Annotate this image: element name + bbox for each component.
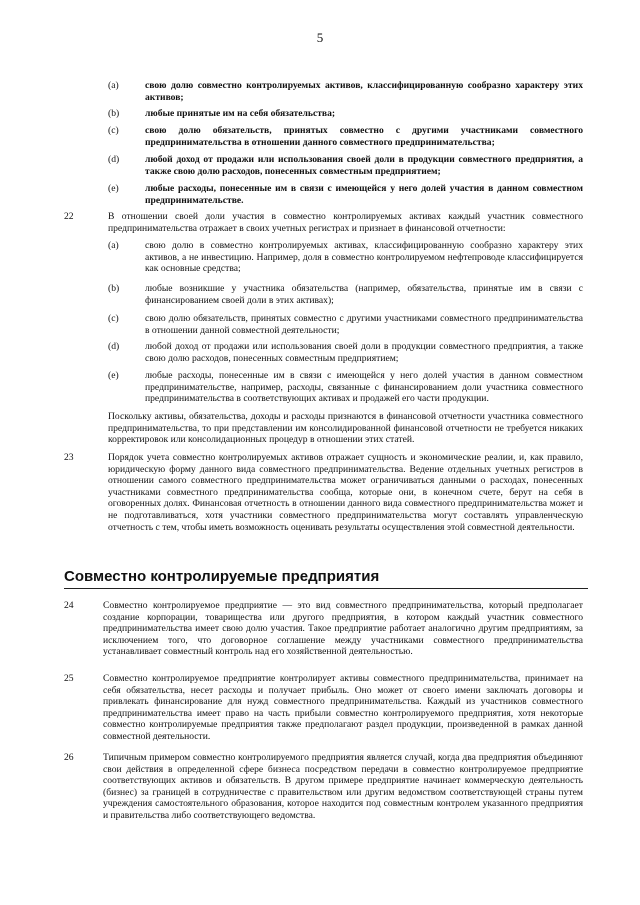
list-item-text: любые расходы, понесенные им в связи с имеющейся у него долей участия в данном совместном предпринимательстве, например, расходы, связанные с финансированием доли участника совместного предпринимательства в соответствующих активах и продажей его части продукции. (145, 370, 583, 405)
section-heading: Совместно контролируемые предприятия (64, 568, 588, 589)
paragraph-number: 23 (64, 452, 74, 463)
list-item-text: свою долю в совместно контролируемых активах, классифицированную сообразно характеру этих активов, а не инвестицию. Например, доля в совместно контролируемом нефтепроводе классифицируется как основные средства; (145, 240, 583, 275)
list-item-text: любые расходы, понесенные им в связи с имеющейся у него долей участия в данном совместном предпринимательстве. (145, 183, 583, 206)
paragraph-number: 24 (64, 600, 74, 611)
list-label: (a) (108, 80, 119, 91)
paragraph-number: 22 (64, 211, 74, 222)
paragraph-number: 26 (64, 752, 74, 763)
list-item-text: любые возникшие у участника обязательства (например, обязательства, принятые им в связи с финансированием своей доли в этих активах); (145, 283, 583, 306)
list-item-text: свою долю совместно контролируемых активов, классифицированную сообразно характеру этих активов; (145, 80, 583, 103)
list-item-text: свою долю обязательств, принятых совместно с другими участниками совместного предпринимательства в отношении данного совместного предпринимательства; (145, 125, 583, 148)
paragraph-text: Типичным примером совместно контролируемого предприятия является случай, когда два предприятия объединяют свои действия в определенной сфере бизнеса посредством передачи в совместно контролируемое предприятие соответствующих активов и обязательств. В другом примере предприятие начинает коммерческую деятельность (бизнес) за границей в сотрудничестве с правительством или другим ведомством соответствующей страны путем учреждения самостоятельного образования, которое находится под совместным контролем указанного предприятия и правительства либо соответствующего ведомства. (103, 752, 583, 821)
page-number: 5 (316, 30, 324, 45)
paragraph-text: Совместно контролируемое предприятие — это вид совместного предпринимательства, который предполагает создание корпорации, товарищества или другого предприятия, в котором каждый участник совместного предпринимательства имеет свою долю участия. Такое предприятие работает аналогично другим предприятиям, за исключением того, что договорное соглашение между участниками совместного предпринимательства устанавливает совместный контроль над его хозяйственной деятельностью. (103, 600, 583, 658)
list-label: (e) (108, 183, 119, 194)
list-label: (c) (108, 313, 119, 324)
paragraph-text: Совместно контролируемое предприятие контролирует активы совместного предпринимательства, принимает на себя обязательства, несет расходы и получает прибыль. Оно может от своего имени заключать договоры и привлекать финансирование для нужд совместного предпринимательства. Каждый из участников совместного предпринимательства имеет право на часть прибыли совместно контролируемого предприятия, хотя некоторые совместно контролируемые предприятия также предполагают раздел продукции, произведенной в рамках данной совместной деятельности. (103, 673, 583, 742)
list-label: (d) (108, 154, 120, 165)
list-label: (b) (108, 108, 120, 119)
paragraph-text: Порядок учета совместно контролируемых активов отражает сущность и экономические реалии, и, как правило, юридическую форму данного вида совместного предпринимательства. Ведение отдельных учетных регистров в отношении самого совместного предпринимательства может ограничиваться данными о расходах, понесенных участниками совместного предпринимательства сообща, которые они, в конечном счете, берут на себя в оговоренных долях. Финансовая отчетность в отношении данного вида совместного предпринимательства может и не подготавливаться, хотя участники совместного предпринимательства могут составлять управленческую отчетность с тем, чтобы иметь возможность оценивать результаты осуществления этой совместной деятельности. (108, 452, 583, 533)
paragraph-number: 25 (64, 673, 74, 684)
list-item-text: любой доход от продажи или использования своей доли в продукции совместного предприятия, а также свою долю расходов, понесенных совместным предприятием; (145, 341, 583, 364)
list-label: (c) (108, 125, 119, 136)
list-label: (a) (108, 240, 119, 251)
paragraph-closing: Поскольку активы, обязательства, доходы и расходы признаются в финансовой отчетности участника совместного предпринимательства, то при представлении им консолидированной финансовой отчетности не требуется никаких корректировок или консолидационных процедур в отношении этих статей. (108, 411, 583, 446)
paragraph-intro: В отношении своей доли участия в совместно контролируемых активах каждый участник совместного предпринимательства отражает в своих учетных регистрах и признает в финансовой отчетности: (108, 211, 583, 234)
list-label: (b) (108, 283, 120, 294)
list-label: (d) (108, 341, 120, 352)
list-item-text: любой доход от продажи или использования своей доли в продукции совместного предприятия, а также свою долю расходов, понесенных совместным предприятием; (145, 154, 583, 177)
list-item-text: любые принятые им на себя обязательства; (145, 108, 336, 119)
list-item-text: свою долю обязательств, принятых совместно с другими участниками совместного предпринимательства в отношении данной совместной деятельности; (145, 313, 583, 336)
list-label: (e) (108, 370, 119, 381)
